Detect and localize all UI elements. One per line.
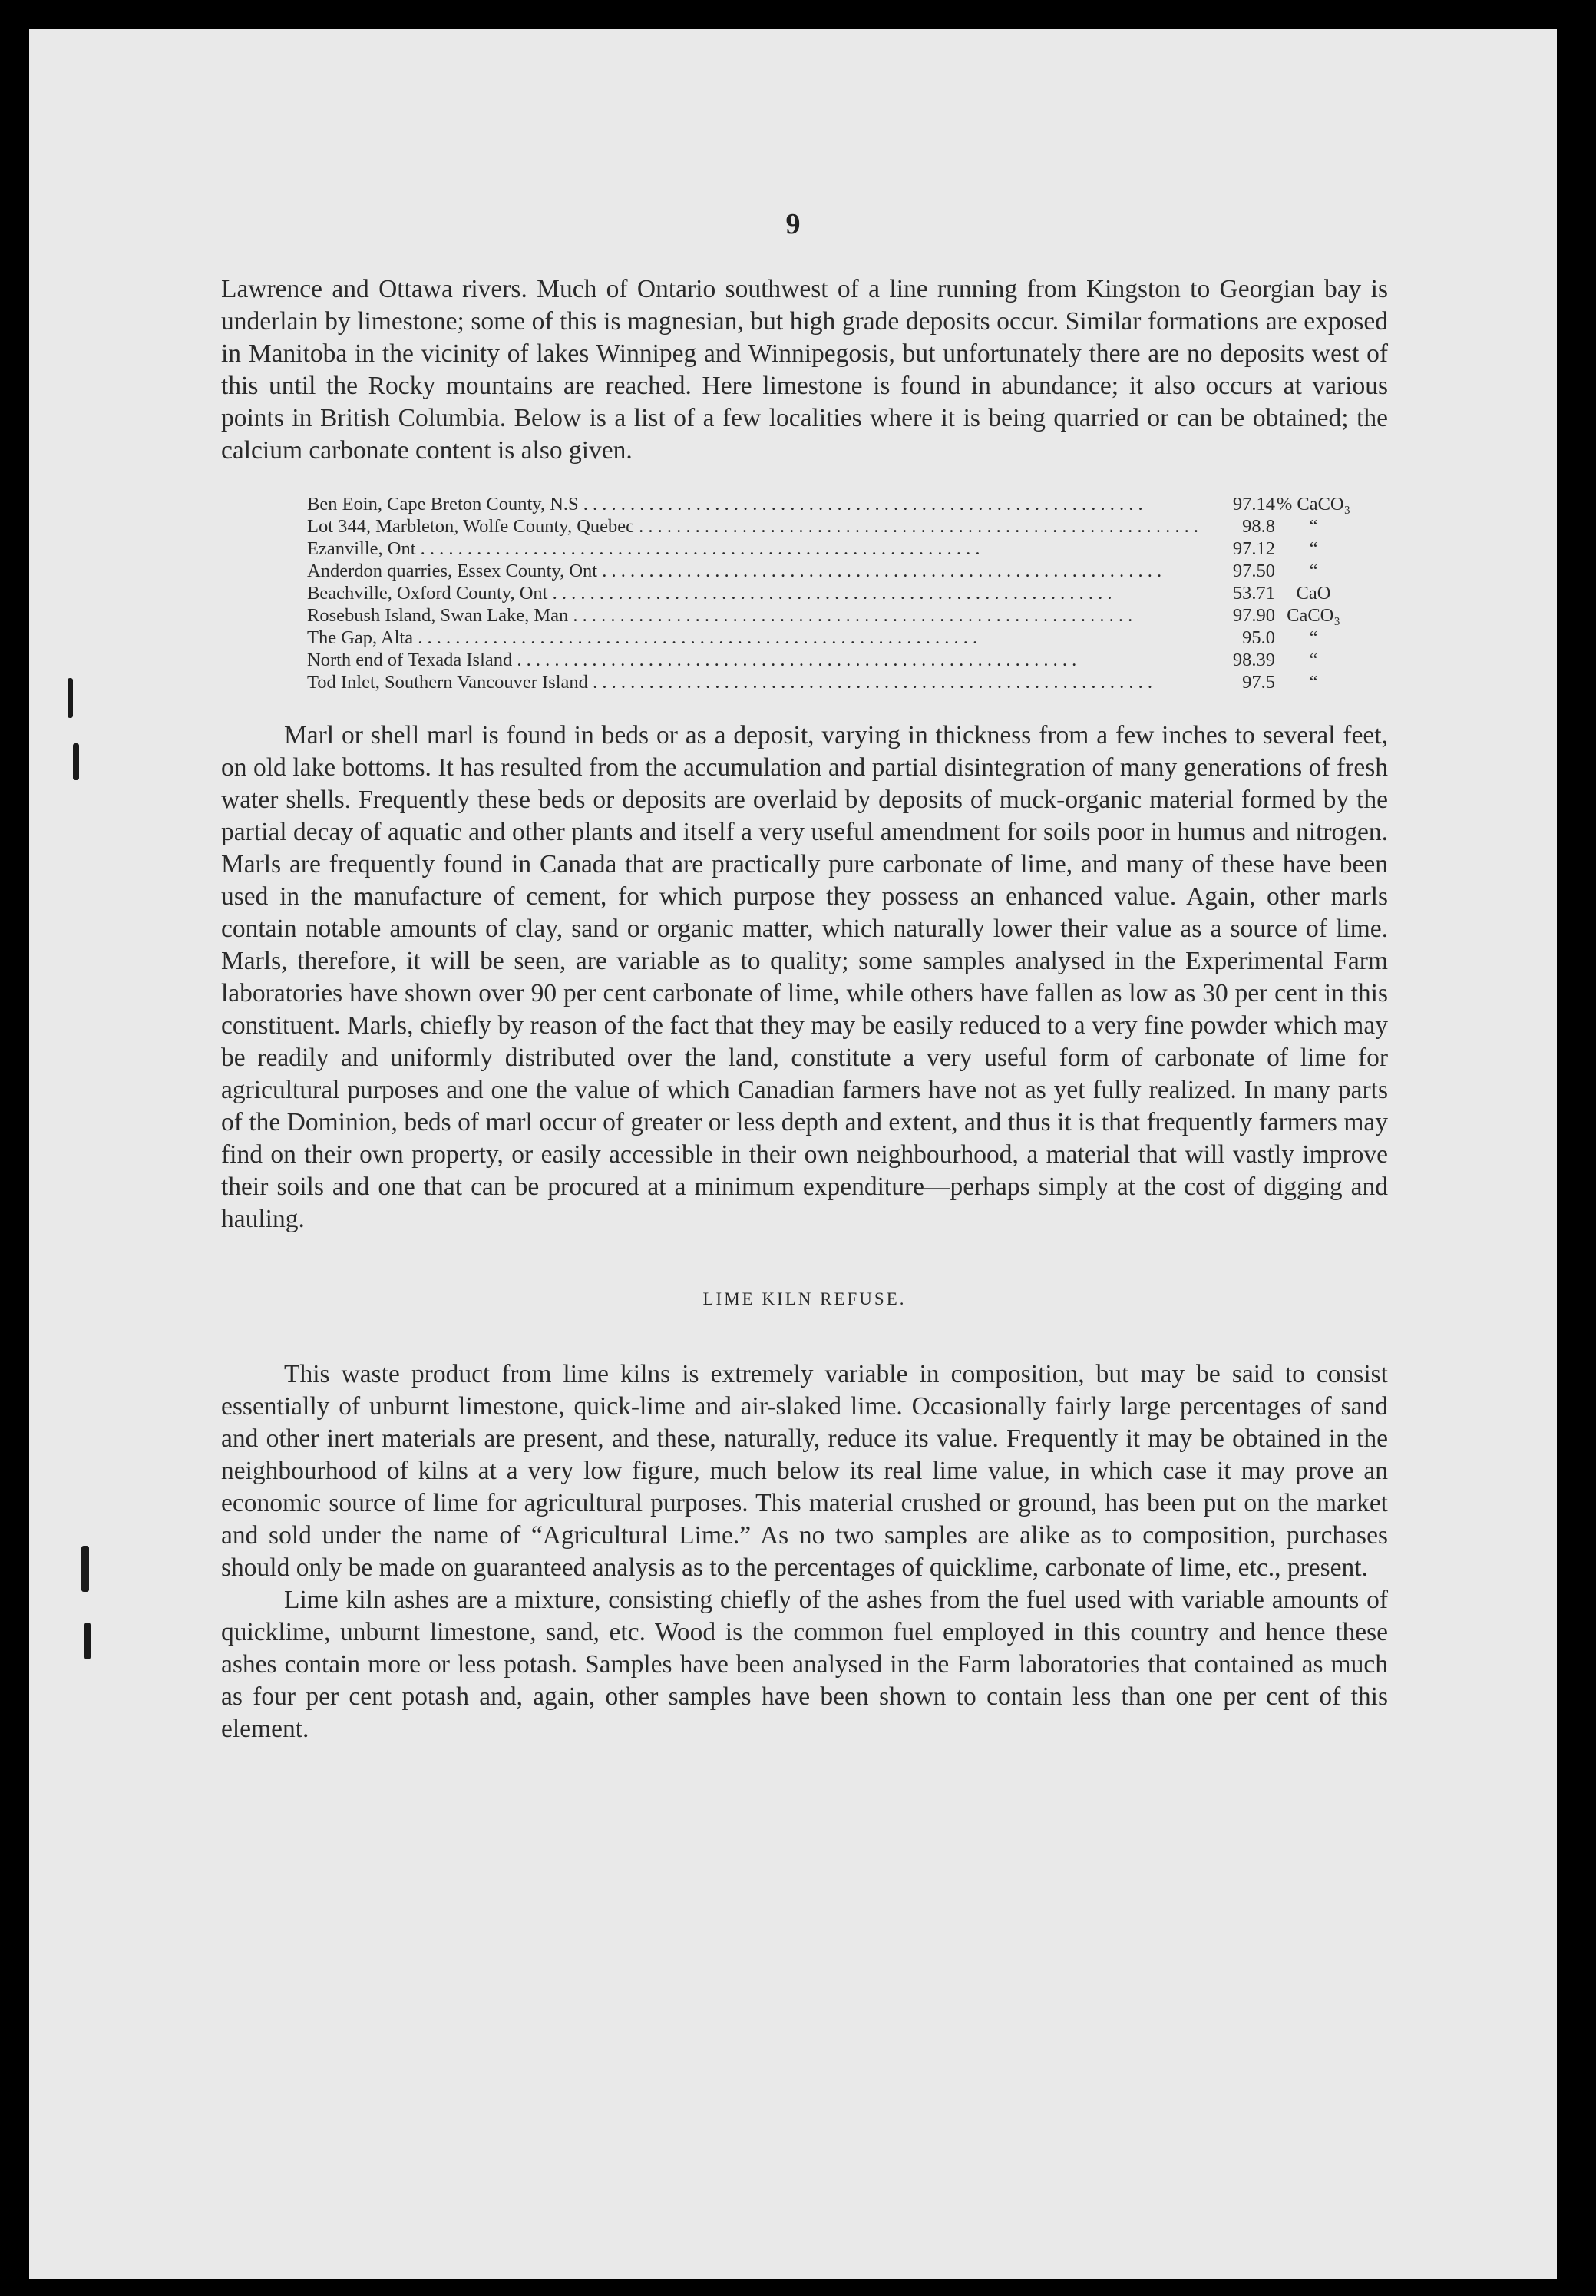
locality-row (307, 515, 1352, 538)
locality-name: Anderdon quarries, Essex County, Ont . . . . . . . . . . . . . . . . . . . . . . . . . . . . . . . . . . . . . . . . . . . . . . . . . . . . . . . . . . . . (307, 561, 1162, 581)
locality-name: Beachville, Oxford County, Ont . . . . . . . . . . . . . . . . . . . . . . . . . . . . . . . . . . . . . . . . . . . . . . . . . . . . . . . . . . . . (307, 583, 1112, 604)
locality-unit: “ (1309, 650, 1318, 670)
locality-carbonate-value: 98.8 (1242, 516, 1276, 537)
margin-scan-mark (73, 743, 79, 780)
dot-leader: . . . . . . . . . . . . . . . . . . . . . . . . . . . . . . . . . . . . . . . . . . . . . . . . . . . . . . . . . . . . (568, 605, 1133, 626)
locality-row (307, 560, 1352, 582)
document-page (29, 29, 1557, 2279)
locality-name: Rosebush Island, Swan Lake, Man . . . . . . . . . . . . . . . . . . . . . . . . . . . . . . . . . . . . . . . . . . . . . . . . . . . . . . . . . . . . (307, 605, 1133, 626)
page-content (221, 273, 1388, 1745)
locality-name: Lot 344, Marbleton, Wolfe County, Quebec . . . . . . . . . . . . . . . . . . . . . . . . . . . . . . . . . . . . . . . . . . . . . . . . . . . . . . . . . . . . (307, 516, 1199, 537)
locality-carbonate-value: 95.0 (1242, 627, 1276, 648)
margin-scan-mark (81, 1546, 89, 1592)
locality-unit: “ (1309, 672, 1318, 693)
locality-carbonate-value: 98.39 (1232, 650, 1276, 670)
paragraph-lime-kiln-refuse: This waste product from lime kilns is extremely variable in composition, but may be said to consist essentially of unburnt limestone, quick-lime and air-slaked lime. Occasionally fairly large percentages of sand and other inert materials are present, and these, naturally, reduce its value. Frequently it may be obtained in the neighbourhood of kilns at a very low figure, much below its real lime value, in which case it may prove an economic source of lime for agricultural purposes. This material crushed or ground, has been put on the market and sold under the name of “Agricultural Lime.” As no two samples are alike as to composition, purchases should only be made on guaranteed analysis as to the percentages of quicklime, carbonate of lime, etc., present. (221, 1360, 1388, 1582)
locality-name: Ben Eoin, Cape Breton County, N.S . . . . . . . . . . . . . . . . . . . . . . . . . . . . . . . . . . . . . . . . . . . . . . . . . . . . . . . . . . . . (307, 494, 1143, 514)
locality-unit: “ (1309, 627, 1318, 648)
section-heading-lime-kiln-refuse: LIME KILN REFUSE. (702, 1289, 907, 1308)
paragraph-marl: Marl or shell marl is found in beds or as a deposit, varying in thickness from a few inches to several feet, on old lake bottoms. It has resulted from the accumulation and partial disintegration of many generations of fresh water shells. Frequently these beds or deposits are overlaid by deposits of muck-organic material formed by the partial decay of aquatic and other plants and itself a very useful amendment for soils poor in humus and nitrogen. Marls are frequently found in Canada that are practically pure carbonate of lime, and many of these have been used in the manufacture of cement, for which purpose they possess an enhanced value. Again, other marls contain notable amounts of clay, sand or organic matter, which naturally lower their value as a source of lime. Marls, therefore, it will be seen, are variable as to quality; some samples analysed in the Experimental Farm laboratories have shown over 90 per cent carbonate of lime, while others have fallen as low as 30 per cent in this constituent. Marls, chiefly by reason of the fact that they may be easily reduced to a very fine powder which may be readily and uniformly distributed over the land, constitute a very useful form of carbonate of lime for agricultural purposes and one the value of which Canadian farmers have not as yet fully realized. In many parts of the Dominion, beds of marl occur of greater or less depth and extent, and thus it is that frequently farmers may find on their own property, or easily accessible in their own neighbourhood, a material that will vastly improve their soils and one that can be procured at a minimum expenditure—perhaps simply at the cost of digging and hauling. (221, 721, 1388, 1233)
page-number: 9 (785, 208, 801, 240)
locality-unit: “ (1309, 561, 1318, 581)
locality-carbonate-value: 97.5 (1242, 672, 1276, 693)
locality-row (307, 627, 1352, 649)
dot-leader: . . . . . . . . . . . . . . . . . . . . . . . . . . . . . . . . . . . . . . . . . . . . . . . . . . . . . . . . . . . . (597, 561, 1162, 581)
locality-carbonate-value: 53.71 (1232, 583, 1276, 604)
locality-row (307, 493, 1352, 515)
locality-row (307, 649, 1352, 671)
dot-leader: . . . . . . . . . . . . . . . . . . . . . . . . . . . . . . . . . . . . . . . . . . . . . . . . . . . . . . . . . . . . (547, 583, 1112, 604)
locality-row (307, 582, 1352, 604)
locality-carbonate-value: 97.14 (1232, 494, 1276, 514)
locality-unit: % CaCO₃ (1276, 494, 1351, 514)
locality-row (307, 604, 1352, 627)
margin-scan-mark (68, 678, 73, 718)
locality-carbonate-value: 97.50 (1232, 561, 1276, 581)
locality-name: Ezanville, Ont . . . . . . . . . . . . . . . . . . . . . . . . . . . . . . . . . . . . . . . . . . . . . . . . . . . . . . . . . . . . (307, 538, 980, 559)
locality-unit: CaO (1296, 583, 1331, 604)
dot-leader: . . . . . . . . . . . . . . . . . . . . . . . . . . . . . . . . . . . . . . . . . . . . . . . . . . . . . . . . . . . . (413, 627, 978, 648)
locality-carbonate-value: 97.12 (1232, 538, 1276, 559)
dot-leader: . . . . . . . . . . . . . . . . . . . . . . . . . . . . . . . . . . . . . . . . . . . . . . . . . . . . . . . . . . . . (578, 494, 1143, 514)
dot-leader: . . . . . . . . . . . . . . . . . . . . . . . . . . . . . . . . . . . . . . . . . . . . . . . . . . . . . . . . . . . . (634, 516, 1199, 537)
dot-leader: . . . . . . . . . . . . . . . . . . . . . . . . . . . . . . . . . . . . . . . . . . . . . . . . . . . . . . . . . . . . (415, 538, 980, 559)
locality-carbonate-value: 97.90 (1232, 605, 1276, 626)
locality-unit: “ (1309, 538, 1318, 559)
paragraph-lime-kiln-ashes: Lime kiln ashes are a mixture, consisting chiefly of the ashes from the fuel used with variable amounts of quicklime, unburnt limestone, sand, etc. Wood is the common fuel employed in this country and hence these ashes contain more or less potash. Samples have been analysed in the Farm laboratories that contained as much as four per cent potash and, again, other samples have been shown to contain less than one per cent of this element. (221, 1586, 1388, 1743)
locality-name: Tod Inlet, Southern Vancouver Island . . . . . . . . . . . . . . . . . . . . . . . . . . . . . . . . . . . . . . . . . . . . . . . . . . . . . . . . . . . . (307, 672, 1152, 693)
locality-name: The Gap, Alta . . . . . . . . . . . . . . . . . . . . . . . . . . . . . . . . . . . . . . . . . . . . . . . . . . . . . . . . . . . . (307, 627, 978, 648)
paragraph-limestone-regions: Lawrence and Ottawa rivers. Much of Ontario southwest of a line running from Kingston to Georgian bay is underlain by limestone; some of this is magnesian, but high grade deposits occur. Similar formations are exposed in Manitoba in the vicinity of lakes Winnipeg and Winnipegosis, but unfortunately there are no deposits west of this until the Rocky mountains are reached. Here limestone is found in abundance; it also occurs at various points in British Columbia. Below is a list of a few localities where it is being quarried or can be obtained; the calcium carbonate content is also given. (221, 275, 1388, 465)
locality-unit: CaCO₃ (1287, 605, 1340, 626)
margin-scan-mark (84, 1623, 91, 1659)
locality-row (307, 538, 1352, 560)
locality-name: North end of Texada Island . . . . . . . . . . . . . . . . . . . . . . . . . . . . . . . . . . . . . . . . . . . . . . . . . . . . . . . . . . . . (307, 650, 1077, 670)
dot-leader: . . . . . . . . . . . . . . . . . . . . . . . . . . . . . . . . . . . . . . . . . . . . . . . . . . . . . . . . . . . . (587, 672, 1152, 693)
limestone-localities-table (307, 493, 1352, 693)
locality-unit: “ (1309, 516, 1318, 537)
locality-row (307, 671, 1352, 693)
dot-leader: . . . . . . . . . . . . . . . . . . . . . . . . . . . . . . . . . . . . . . . . . . . . . . . . . . . . . . . . . . . . (512, 650, 1077, 670)
